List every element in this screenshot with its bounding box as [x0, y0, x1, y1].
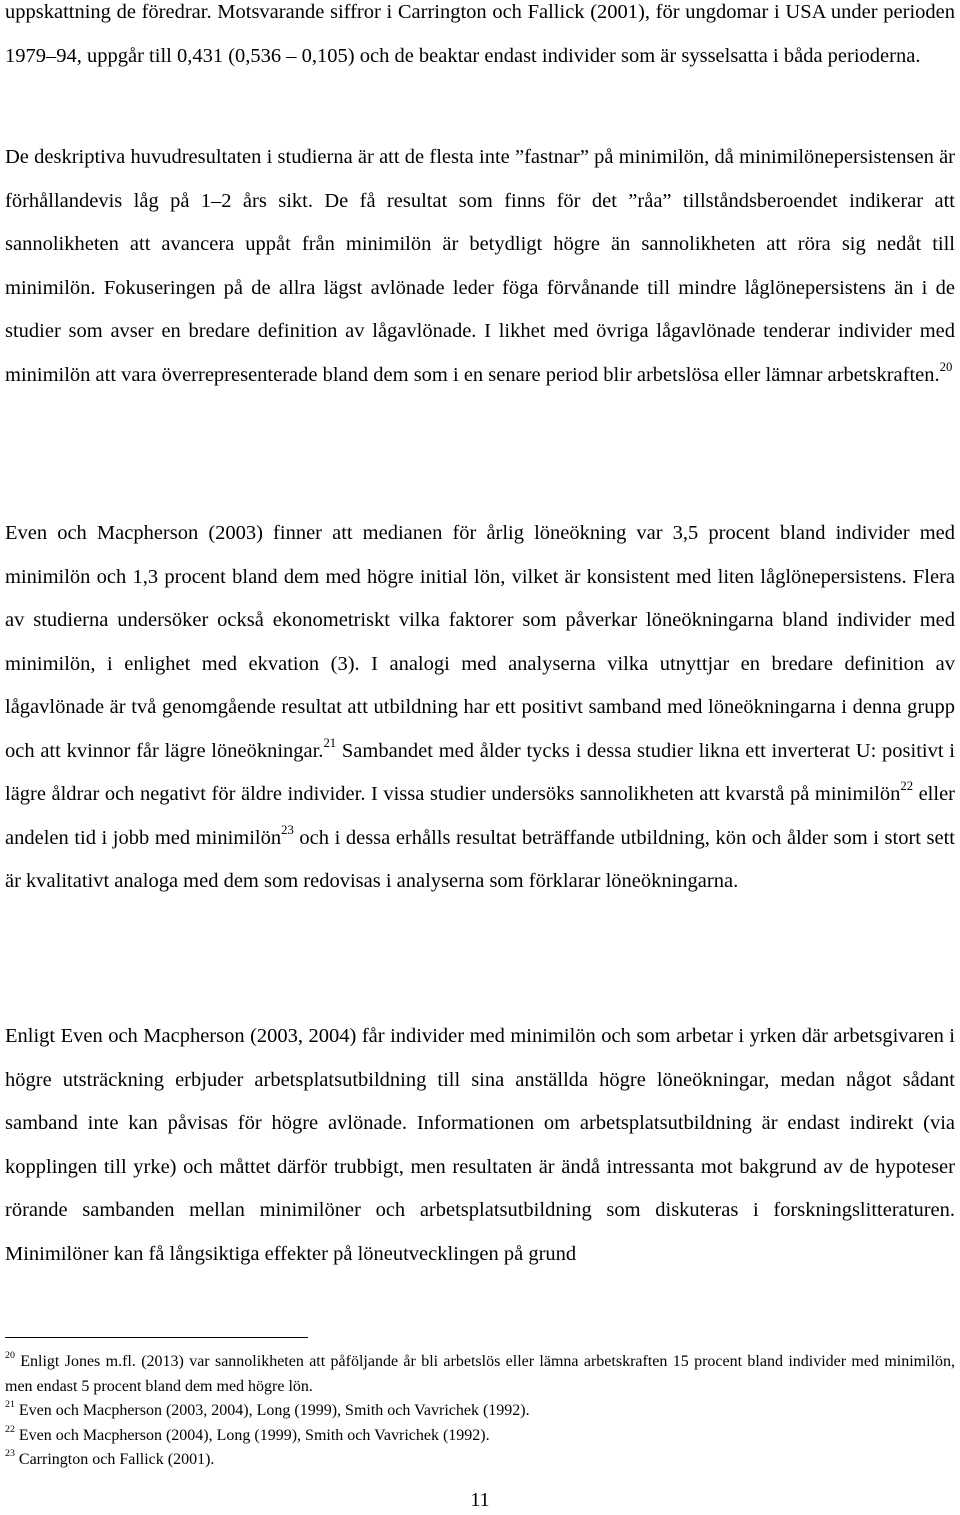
paragraph-text: eller andelen tid i jobb med minimilön [5, 783, 955, 849]
paragraph-text: och i dessa erhålls resultat beträffande utbildning, kön och ålder som i stort sett är kvalitativt analoga med dem som redovisas i analyserna som förklarar löneökningarna. [5, 826, 956, 892]
footnote-reference-23[interactable]: 23 [281, 822, 294, 837]
footnote-reference-20[interactable]: 20 [939, 359, 953, 374]
footnote-text: Enligt Jones m.fl. (2013) var sannolikheten att påföljande år bli arbetslös eller lämna arbetskraften 15 procent bland individer med minimilön, men endast 5 procent bland dem med högre lön. [5, 1353, 955, 1395]
footnote-reference-21[interactable]: 21 [323, 735, 337, 750]
footnote-number: 20 [5, 1350, 15, 1362]
document-page [5, 0, 955, 1515]
footnote-text: Even och Macpherson (2003, 2004), Long (1999), Smith och Vavrichek (1992). [14, 1402, 530, 1419]
footnote-number: 22 [5, 1423, 15, 1435]
footnote-text: Even och Macpherson (2004), Long (1999), Smith och Vavrichek (1992). [14, 1426, 490, 1444]
paragraph-descriptive-results [5, 136, 955, 397]
footnotes-section [5, 1350, 955, 1473]
paragraph-text: Sambandet med ålder tycks i dessa studier likna ett inverterat U: positivt i lägre åldrar och negativt för äldre individer. I vissa studier undersöks sannolikheten att kvarstå på minimilön [5, 739, 955, 805]
footnote-number: 23 [5, 1448, 15, 1460]
footnote-separator [5, 1337, 308, 1338]
footnote-text: Carrington och Fallick (2001). [14, 1451, 215, 1468]
footnote-20 [5, 1350, 955, 1399]
footnote-reference-22[interactable]: 22 [900, 779, 914, 794]
footnote-number: 21 [5, 1399, 15, 1411]
page-number: 11 [470, 1489, 490, 1511]
paragraph-intro-continuation [5, 0, 955, 78]
paragraph-workplace-training [5, 1015, 955, 1276]
paragraph-text: De deskriptiva huvudresultaten i studierna är att de flesta inte ”fastnar” på minimilön, då minimilönepersistensen är förhållandevis låg på 1–2 års sikt. De få resultat som finns för det ”råa” tillståndsberoendet indikerar att sannolikheten att avancera uppåt från minimilön är betydligt högre än sannolikheten att röra sig nedåt till minimilön. Fokuseringen på de allra lägst avlönade leder föga förvånande till mindre låglönepersistens än i de studier som avser en bredare definition av lågavlönade. I likhet med övriga lågavlönade tenderar individer med minimilön att vara överrepresenterade bland dem som i en senare period blir arbetslösa eller lämnar arbetskraften. [5, 146, 955, 386]
paragraph-text: Enligt Even och Macpherson (2003, 2004) får individer med minimilön och som arbetar i yrken där arbetsgivaren i högre utsträckning erbjuder arbetsplatsutbildning till sina anställda högre löneökningar, medan något sådant samband inte kan påvisas för högre avlönade. Informationen om arbetsplatsutbildning är endast indirekt (via kopplingen till yrke) och måttet därför trubbigt, men resultaten är ändå intressanta mot bakgrund av de hypoteser rörande sambanden mellan minimilöner och arbetsplatsutbildning som diskuteras i forskningslitteraturen. Minimilöner kan få långsiktiga effekter på löneutvecklingen på grund [5, 1025, 955, 1265]
paragraph-text: Even och Macpherson (2003) finner att medianen för årlig löneökning var 3,5 procent bland individer med minimilön och 1,3 procent bland dem med högre initial lön, vilket är konsistent med liten låglönepersistens. Flera av studierna undersöker också ekonometriskt vilka faktorer som påverkar löneökningarna bland individer med minimilön, i enlighet med ekvation (3). I analogi med analyserna vilka utnyttjar en bredare definition av lågavlönade är två genomgående resultat att utbildning har ett positivt samband med löneökningarna i denna grupp och att kvinnor får lägre löneökningar. [5, 522, 955, 762]
footnote-21 [5, 1399, 955, 1424]
footnote-23 [5, 1448, 955, 1473]
footnote-22 [5, 1424, 955, 1449]
paragraph-even-macpherson-2003 [5, 512, 955, 904]
paragraph-text: uppskattning de föredrar. Motsvarande siffror i Carrington och Fallick (2001), för ungdomar i USA under perioden 1979–94, uppgår till 0,431 (0,536 – 0,105) och de beaktar endast individer som är sysselsatta i båda perioderna. [5, 1, 955, 67]
